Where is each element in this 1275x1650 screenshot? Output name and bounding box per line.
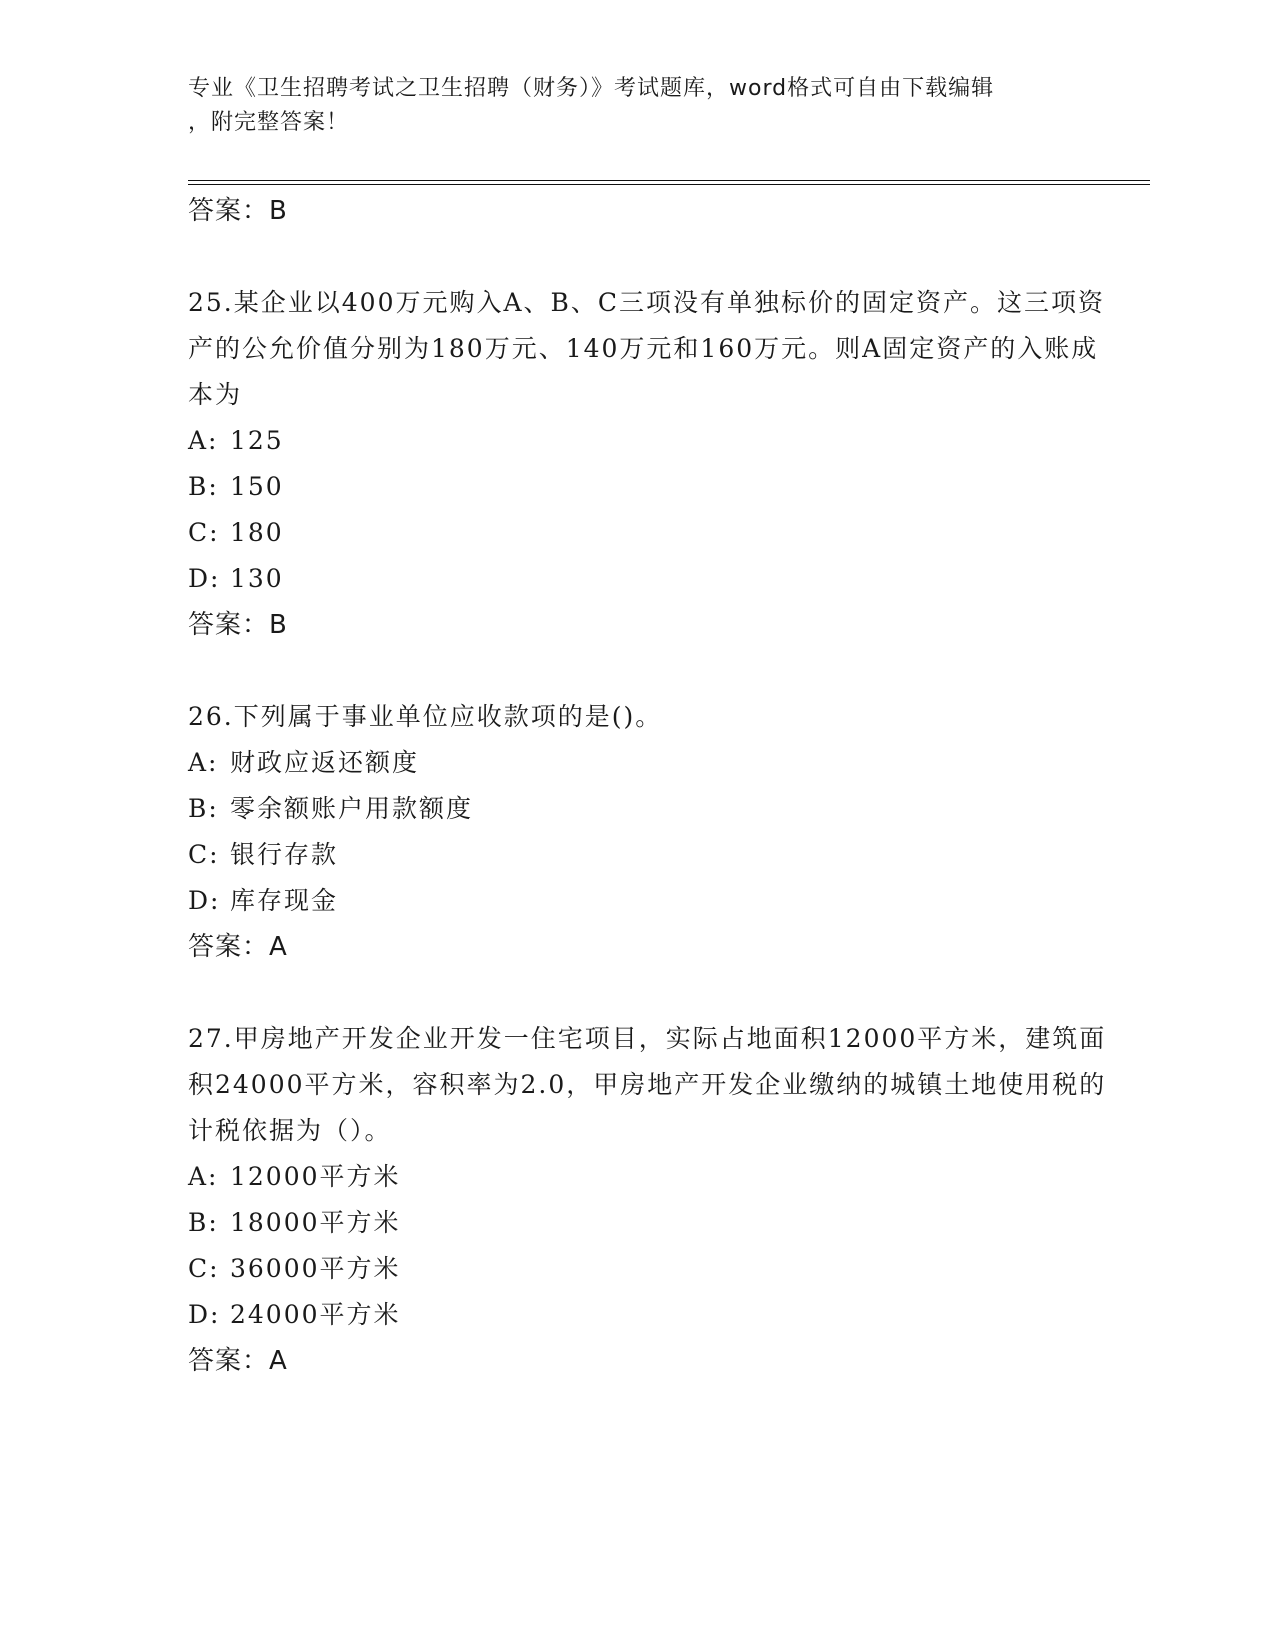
option-a: [188, 740, 1108, 786]
option-a: [188, 418, 1108, 464]
header-line-2: ，附完整答案！: [188, 110, 350, 135]
question-gap: [188, 234, 1108, 280]
option-letter: A:: [188, 1162, 219, 1191]
option-d: [188, 556, 1108, 602]
option-letter: D:: [188, 1300, 221, 1329]
document-header: [188, 72, 1088, 140]
question-stem: 26.下列属于事业单位应收款项的是()。: [188, 702, 663, 731]
option-text: 银行存款: [230, 840, 339, 869]
option-text: 180: [230, 518, 284, 547]
option-text: 零余额账户用款额度: [230, 794, 474, 823]
question-27: [188, 1016, 1108, 1384]
question-25: [188, 280, 1108, 648]
option-letter: B:: [188, 472, 219, 501]
option-d: [188, 1292, 1108, 1338]
option-letter: D:: [188, 564, 221, 593]
option-text: 财政应返还额度: [230, 748, 420, 777]
option-letter: D:: [188, 886, 221, 915]
option-text: 18000平方米: [230, 1208, 401, 1237]
question-gap: [188, 648, 1108, 694]
option-text: 36000平方米: [230, 1254, 401, 1283]
option-letter: B:: [188, 794, 219, 823]
option-letter: C:: [188, 840, 220, 869]
option-letter: B:: [188, 1208, 219, 1237]
option-b: [188, 1200, 1108, 1246]
option-text: 12000平方米: [230, 1162, 401, 1191]
question-stem: 27.甲房地产开发企业开发一住宅项目，实际占地面积12000平方米，建筑面积24000平方米，容积率为2.0，甲房地产开发企业缴纳的城镇土地使用税的计税依据为（）。: [188, 1024, 1107, 1145]
option-text: 130: [230, 564, 284, 593]
option-letter: C:: [188, 1254, 220, 1283]
question-gap: [188, 970, 1108, 1016]
header-divider-bottom: [188, 184, 1150, 185]
option-letter: A:: [188, 748, 219, 777]
option-b: [188, 786, 1108, 832]
option-text: 150: [230, 472, 284, 501]
option-a: [188, 1154, 1108, 1200]
previous-answer: 答案：B: [188, 196, 288, 226]
option-d: [188, 878, 1108, 924]
question-stem: 25.某企业以400万元购入A、B、C三项没有单独标价的固定资产。这三项资产的公允价值分别为180万元、140万元和160万元。则A固定资产的入账成本为: [188, 288, 1106, 409]
option-text: 125: [230, 426, 284, 455]
option-letter: C:: [188, 518, 220, 547]
header-line-1: 专业《卫生招聘考试之卫生招聘（财务）》考试题库，word格式可自由下载编辑: [188, 76, 995, 101]
answer-line: 答案：A: [188, 932, 288, 962]
option-c: [188, 832, 1108, 878]
option-c: [188, 1246, 1108, 1292]
answer-line: 答案：B: [188, 610, 288, 640]
question-26: [188, 694, 1108, 970]
option-b: [188, 464, 1108, 510]
question-list: [188, 188, 1108, 1384]
option-letter: A:: [188, 426, 219, 455]
option-text: 24000平方米: [230, 1300, 401, 1329]
option-text: 库存现金: [230, 886, 339, 915]
option-c: [188, 510, 1108, 556]
answer-line: 答案：A: [188, 1346, 288, 1376]
header-divider-top: [188, 180, 1150, 181]
